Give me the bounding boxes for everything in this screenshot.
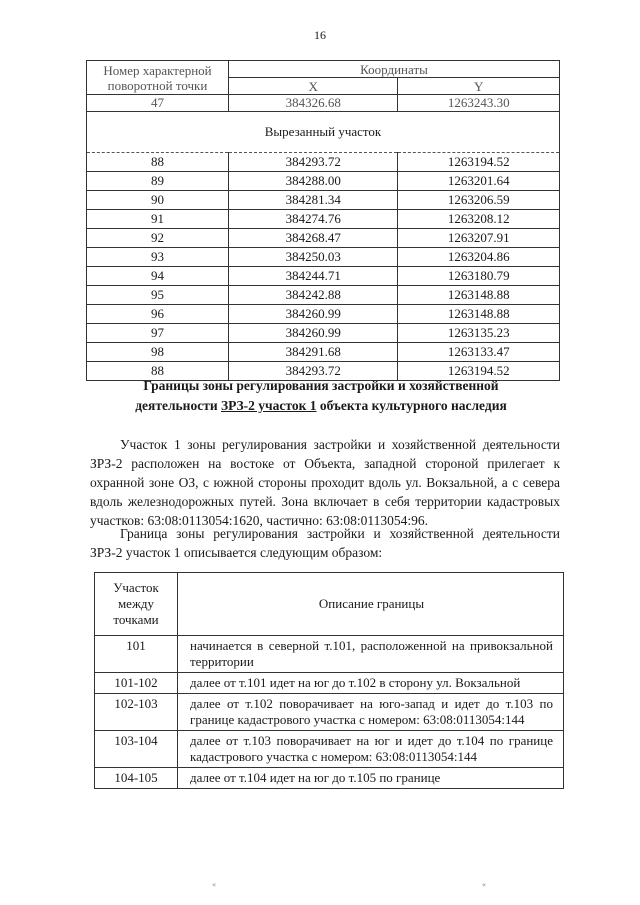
coord-point: 97 — [87, 324, 229, 343]
coord-y: 1263148.88 — [398, 305, 560, 324]
section-row — [87, 112, 560, 153]
coord-x: 384326.68 — [228, 95, 397, 112]
table-row — [95, 636, 564, 673]
table-row — [87, 210, 560, 229]
segment-cell: 101-102 — [95, 673, 178, 694]
table-row — [95, 673, 564, 694]
coord-y: 1263243.30 — [398, 95, 560, 112]
coord-point: 90 — [87, 191, 229, 210]
coord-point: 95 — [87, 286, 229, 305]
coord-point: 96 — [87, 305, 229, 324]
coord-x: 384274.76 — [228, 210, 397, 229]
table-row — [87, 286, 560, 305]
coord-x: 384250.03 — [228, 248, 397, 267]
coord-x: 384293.72 — [228, 362, 397, 381]
segment-cell: 102-103 — [95, 694, 178, 731]
coord-x: 384281.34 — [228, 191, 397, 210]
coord-y: 1263194.52 — [398, 153, 560, 172]
point-header-line1: Номер характерной — [103, 62, 212, 78]
table-row — [87, 305, 560, 324]
coord-header-row — [87, 61, 560, 78]
boundary-table — [94, 572, 564, 789]
coord-x: 384288.00 — [228, 172, 397, 191]
coord-x: 384291.68 — [228, 343, 397, 362]
description-header: Описание границы — [178, 573, 564, 636]
point-number-header — [87, 61, 229, 95]
section-label: Вырезанный участок — [87, 112, 560, 153]
coord-y: 1263180.79 — [398, 267, 560, 286]
segment-cell: 104-105 — [95, 768, 178, 789]
coord-y: 1263148.88 — [398, 286, 560, 305]
heading-line1: Границы зоны регулирования застройки и хозяйственной — [143, 378, 499, 393]
coord-y: 1263206.59 — [398, 191, 560, 210]
heading-zone-name: ЗРЗ-2 участок 1 — [221, 398, 317, 413]
section-heading — [96, 376, 546, 416]
boundary-header-row — [95, 573, 564, 636]
coord-point: 98 — [87, 343, 229, 362]
table-row — [87, 343, 560, 362]
coord-y: 1263207.91 — [398, 229, 560, 248]
table-row — [95, 768, 564, 789]
coord-x: 384244.71 — [228, 267, 397, 286]
heading-line2-prefix: деятельности — [135, 398, 221, 413]
segment-header: Участок между точками — [95, 573, 178, 636]
coord-x: 384242.88 — [228, 286, 397, 305]
table-row — [95, 731, 564, 768]
coord-y: 1263133.47 — [398, 343, 560, 362]
page-number: 16 — [314, 28, 326, 42]
segment-cell: 103-104 — [95, 731, 178, 768]
coord-x: 384268.47 — [228, 229, 397, 248]
coord-point: 91 — [87, 210, 229, 229]
description-cell: далее от т.104 идет на юг до т.105 по границе — [178, 768, 564, 789]
coord-y: 1263204.86 — [398, 248, 560, 267]
coord-point: 47 — [87, 95, 229, 112]
coord-y: 1263208.12 — [398, 210, 560, 229]
coord-x: 384260.99 — [228, 305, 397, 324]
segment-cell: 101 — [95, 636, 178, 673]
coordinates-table — [86, 60, 560, 381]
point-header-line2: поворотной точки — [107, 77, 208, 93]
table-row — [87, 248, 560, 267]
coord-point: 89 — [87, 172, 229, 191]
table-row — [87, 172, 560, 191]
coord-x: 384260.99 — [228, 324, 397, 343]
coord-point: 94 — [87, 267, 229, 286]
footer-mark: « — [212, 880, 216, 889]
footer-mark: « — [482, 880, 486, 889]
table-row — [87, 267, 560, 286]
coord-y: 1263194.52 — [398, 362, 560, 381]
description-cell: начинается в северной т.101, расположенной на привокзальной территории — [178, 636, 564, 673]
boundary-intro-paragraph: Граница зоны регулирования застройки и хозяйственной деятельности ЗРЗ-2 участок 1 описывается следующим образом: — [90, 526, 560, 560]
coord-x: 384293.72 — [228, 153, 397, 172]
description-cell: далее от т.101 идет на юг до т.102 в сторону ул. Вокзальной — [178, 673, 564, 694]
table-row — [87, 229, 560, 248]
coord-partial-row — [87, 95, 560, 112]
coord-point: 88 — [87, 362, 229, 381]
coord-y: 1263135.23 — [398, 324, 560, 343]
table-row — [87, 191, 560, 210]
heading-line2-suffix: объекта культурного наследия — [316, 398, 507, 413]
coordinates-header: Координаты — [228, 61, 559, 78]
table-row — [87, 153, 560, 172]
coord-y: 1263201.64 — [398, 172, 560, 191]
table-row — [87, 324, 560, 343]
description-cell: далее от т.103 поворачивает на юг и идет до т.104 по границе кадастрового участка с номером: 63:08:0113054:144 — [178, 731, 564, 768]
coord-point: 93 — [87, 248, 229, 267]
x-header: X — [228, 78, 397, 95]
zone-description-paragraph: Участок 1 зоны регулирования застройки и хозяйственной деятельности ЗРЗ-2 расположен на востоке от Объекта, западной стороной прилегает к охранной зоне ОЗ, с южной стороны проходит вдоль ул. Вокзальной, а с севера вдоль железнодорожных путей. Зона включает в себя территории кадастровых участков: 63:08:0113054:1620, частично: 63:08:0113054:96. — [90, 437, 560, 528]
y-header: Y — [398, 78, 560, 95]
coord-point: 88 — [87, 153, 229, 172]
coord-point: 92 — [87, 229, 229, 248]
table-row — [95, 694, 564, 731]
description-cell: далее от т.102 поворачивает на юго-запад и идет до т.103 по границе кадастрового участка с номером: 63:08:0113054:144 — [178, 694, 564, 731]
